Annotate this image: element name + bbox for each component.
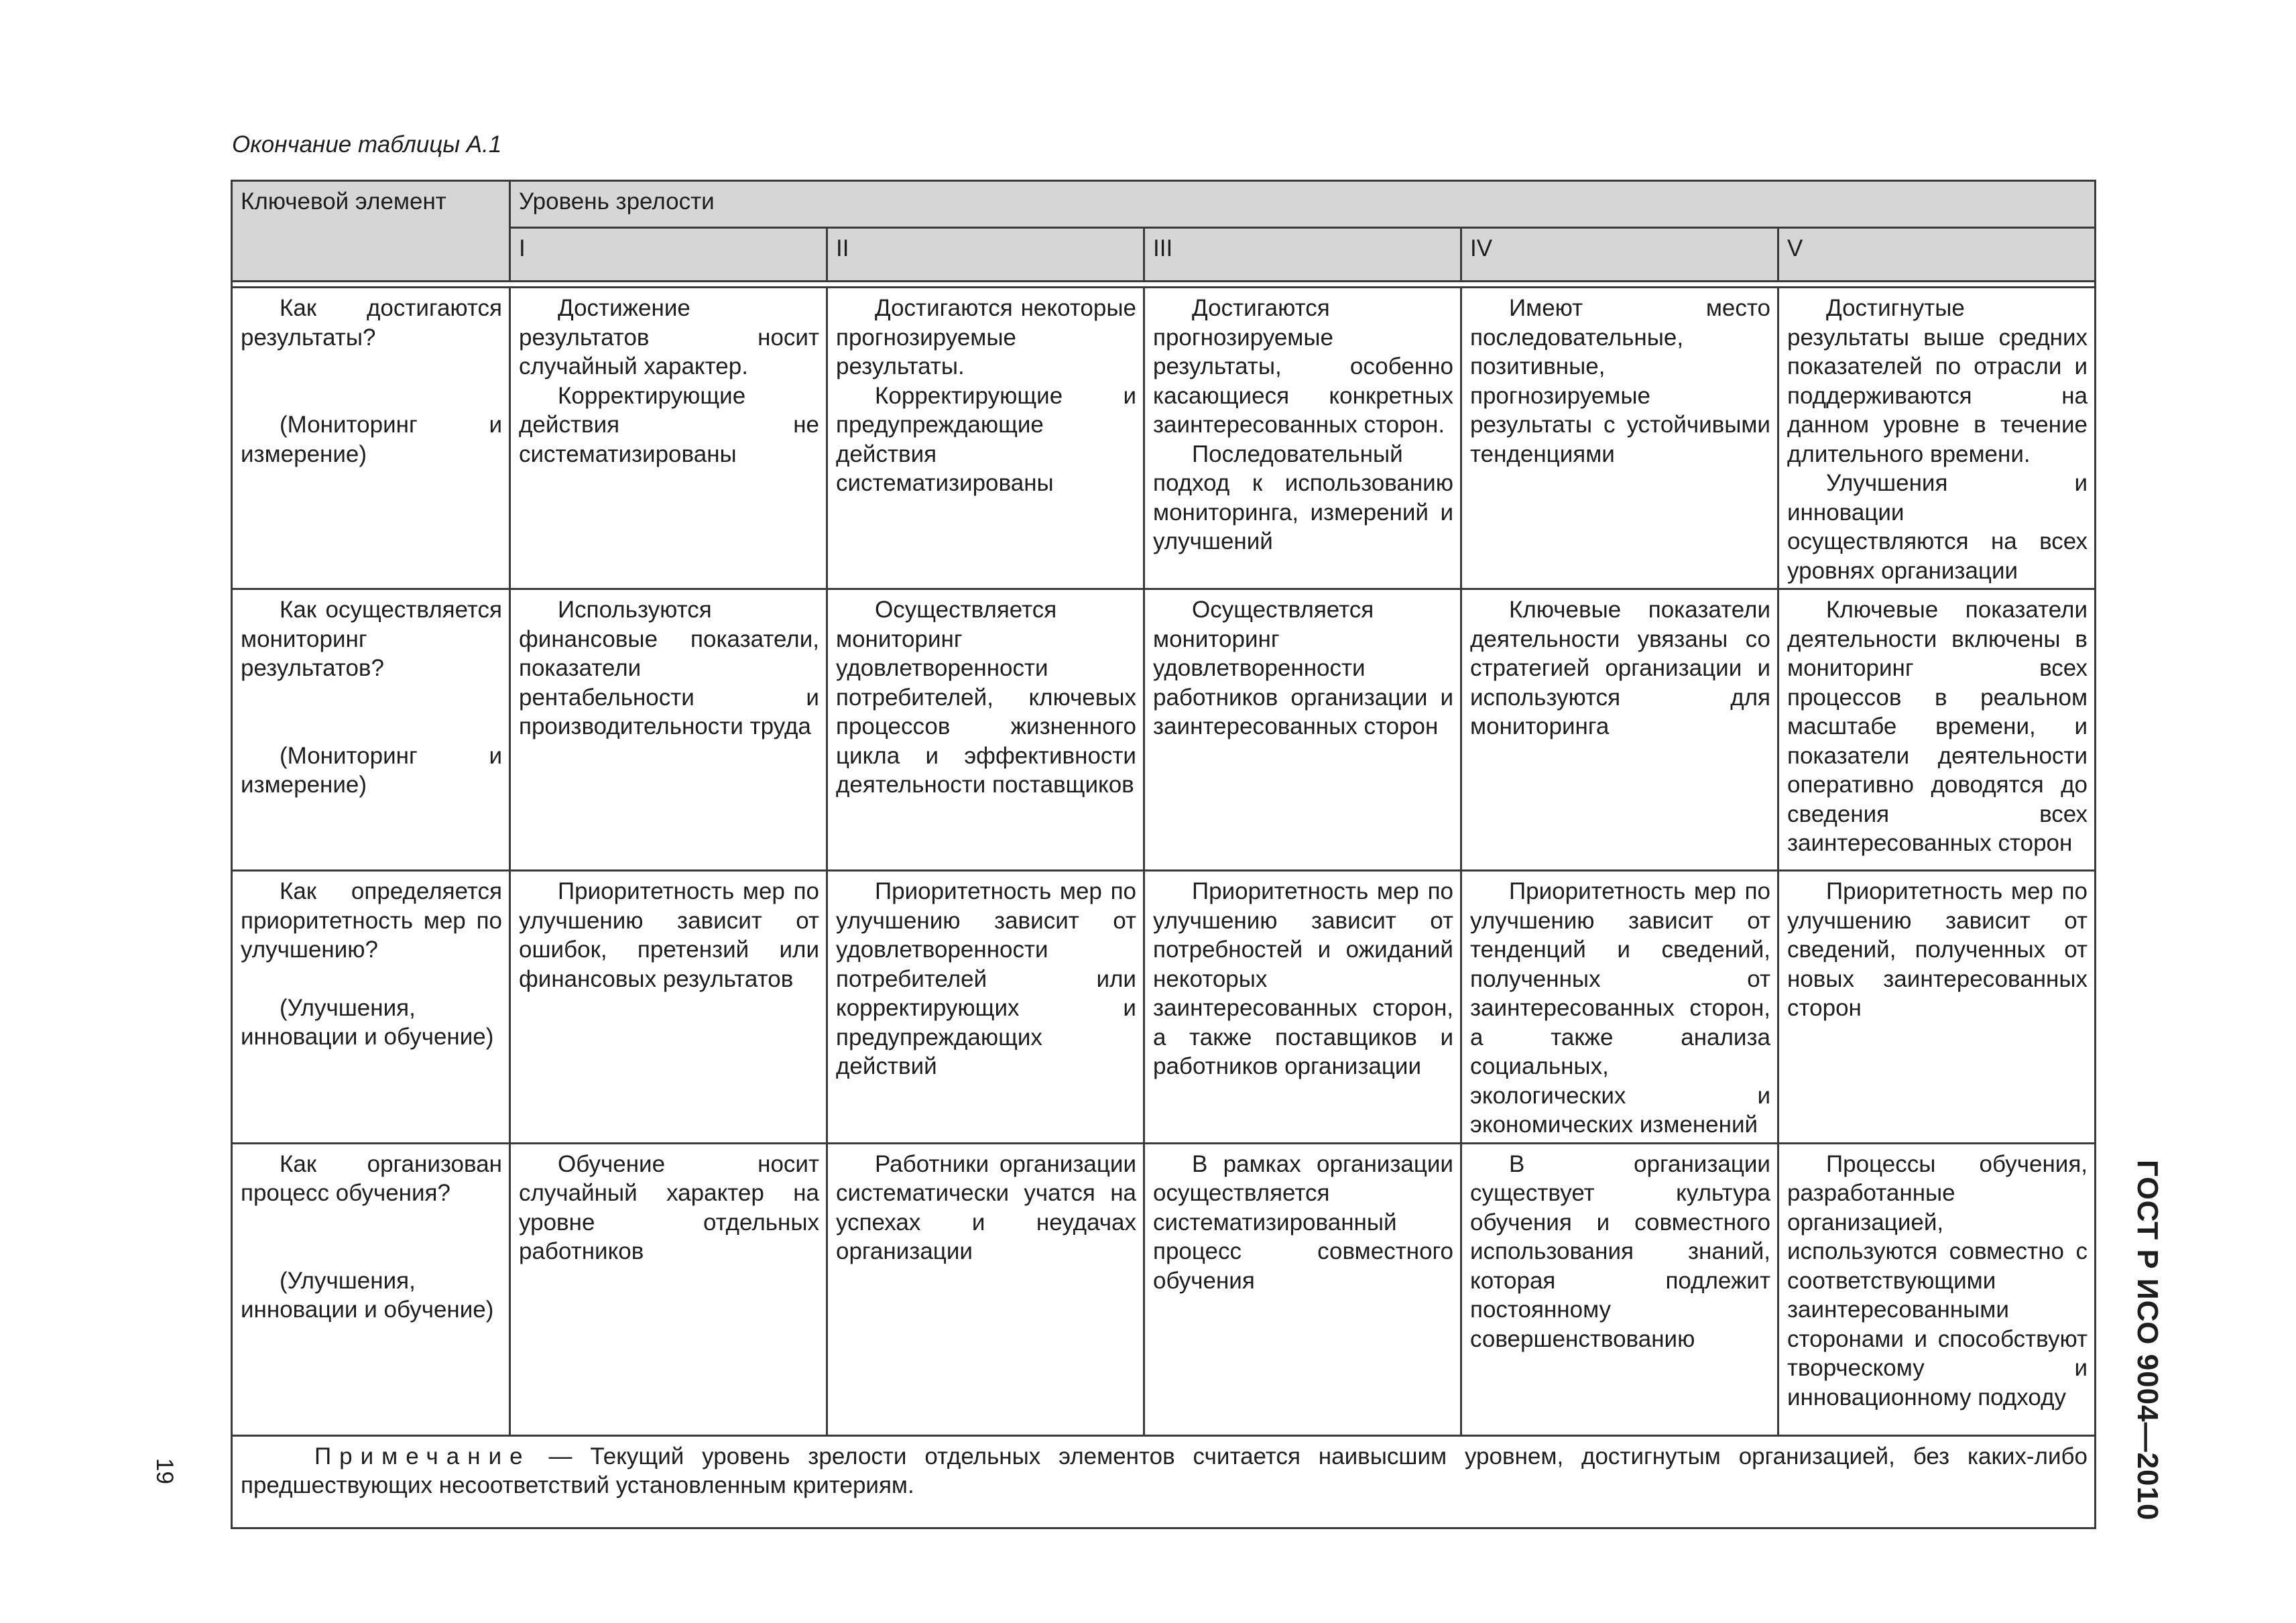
cell-text: Ключевые показатели деятельности включены в мониторинг всех процессов в реальном масштабе времени, и показатели деятельности оперативно доводятся до сведения всех заинтересованных сторон bbox=[1787, 597, 2088, 856]
header-level-3: III bbox=[1144, 228, 1461, 282]
table-note bbox=[232, 1435, 2096, 1528]
cell-text: Последовательный подход к использованию мониторинга, измерений и улучшений bbox=[1153, 440, 1453, 554]
level-1-cell bbox=[510, 288, 827, 589]
level-4-cell bbox=[1461, 871, 1778, 1144]
key-question: Как организован процесс обучения? bbox=[241, 1150, 502, 1206]
cell-text: Осуществляется мониторинг удовлетворенности работников организации и заинтересованных сторон bbox=[1153, 597, 1453, 739]
maturity-table bbox=[231, 180, 2096, 1529]
table-row bbox=[232, 1143, 2096, 1435]
level-2-cell bbox=[827, 589, 1144, 871]
level-4-cell bbox=[1461, 1143, 1778, 1435]
key-element-cell bbox=[232, 288, 510, 589]
level-5-cell bbox=[1778, 288, 2096, 589]
cell-text: Приоритетность мер по улучшению зависит от тенденций и сведений, полученных от заинтересованных сторон, а также анализа социальных, экологических и экономических изменений bbox=[1470, 878, 1770, 1138]
level-4-cell bbox=[1461, 288, 1778, 589]
header-maturity-level: Уровень зрелости bbox=[510, 181, 2096, 228]
key-element-cell bbox=[232, 1143, 510, 1435]
header-key-element: Ключевой элемент bbox=[232, 181, 510, 282]
level-3-cell bbox=[1144, 871, 1461, 1144]
level-1-cell bbox=[510, 1143, 827, 1435]
note-label: Примечание bbox=[314, 1443, 531, 1469]
cell-text: Приоритетность мер по улучшению зависит от удовлетворенности потребителей или корректирующих и предупреждающих действий bbox=[836, 878, 1136, 1079]
cell-text: В рамках организации осуществляется систематизированный процесс совместного обучения bbox=[1153, 1150, 1453, 1294]
level-4-cell bbox=[1461, 589, 1778, 871]
cell-text: Приоритетность мер по улучшению зависит от потребностей и ожиданий некоторых заинтересованных сторон, а также поставщиков и работников организации bbox=[1153, 878, 1453, 1079]
level-2-cell bbox=[827, 871, 1144, 1144]
table-row bbox=[232, 871, 2096, 1144]
key-category: (Мониторинг и измерение) bbox=[241, 412, 502, 467]
page-number: 19 bbox=[152, 1458, 178, 1484]
cell-text: Приоритетность мер по улучшению зависит от сведений, полученных от новых заинтересованных сторон bbox=[1787, 878, 2088, 1021]
cell-text: Достижение результатов носит случайный характер. bbox=[519, 295, 819, 379]
level-2-cell bbox=[827, 288, 1144, 589]
cell-text: Процессы обучения, разработанные организацией, используются совместно с соответствующими заинтересованными сторонами и способствуют творческому и инновационному подходу bbox=[1787, 1150, 2088, 1410]
note-text: — Текущий уровень зрелости отдельных элементов считается наивысшим уровнем, достигнутым организацией, без каких-либо предшествующих несоответствий установленным критериям. bbox=[241, 1443, 2088, 1498]
level-2-cell bbox=[827, 1143, 1144, 1435]
cell-text: Приоритетность мер по улучшению зависит от ошибок, претензий или финансовых результатов bbox=[519, 878, 819, 992]
key-category: (Мониторинг и измерение) bbox=[241, 742, 502, 798]
key-category: (Улучшения, инновации и обучение) bbox=[241, 1267, 494, 1323]
key-element-cell bbox=[232, 589, 510, 871]
key-question: Как достигаются результаты? bbox=[241, 295, 502, 351]
cell-text: Корректирующие действия не систематизированы bbox=[519, 382, 819, 467]
cell-text: Достигаются прогнозируемые результаты, особенно касающиеся конкретных заинтересованных сторон. bbox=[1153, 295, 1453, 438]
cell-text: Обучение носит случайный характер на уровне отдельных работников bbox=[519, 1150, 819, 1264]
table-row bbox=[232, 288, 2096, 589]
level-5-cell bbox=[1778, 589, 2096, 871]
cell-text: Работники организации систематически учатся на успехах и неудачах организации bbox=[836, 1150, 1136, 1264]
header-separator bbox=[232, 282, 2096, 288]
level-1-cell bbox=[510, 589, 827, 871]
level-1-cell bbox=[510, 871, 827, 1144]
key-question: Как определяется приоритетность мер по улучшению? bbox=[241, 878, 502, 963]
standard-designation: ГОСТ Р ИСО 9004—2010 bbox=[2131, 1160, 2164, 1521]
cell-text: Корректирующие и предупреждающие действия систематизированы bbox=[836, 382, 1136, 496]
table-caption: Окончание таблицы А.1 bbox=[232, 131, 502, 158]
key-question: Как осуществляется мониторинг результатов? bbox=[241, 597, 502, 681]
header-level-4: IV bbox=[1461, 228, 1778, 282]
cell-text: Ключевые показатели деятельности увязаны со стратегией организации и используются для мониторинга bbox=[1470, 597, 1770, 739]
table-row bbox=[232, 589, 2096, 871]
cell-text: В организации существует культура обучения и совместного использования знаний, которая подлежит постоянному совершенствованию bbox=[1470, 1150, 1770, 1352]
key-category: (Улучшения, инновации и обучение) bbox=[241, 994, 494, 1050]
cell-text: Используются финансовые показатели, показатели рентабельности и производительности труда bbox=[519, 597, 819, 739]
key-element-cell bbox=[232, 871, 510, 1144]
cell-text: Осуществляется мониторинг удовлетворенности потребителей, ключевых процессов жизненного цикла и эффективности деятельности поставщиков bbox=[836, 597, 1136, 798]
cell-text: Достигаются некоторые прогнозируемые результаты. bbox=[836, 295, 1136, 379]
level-3-cell bbox=[1144, 589, 1461, 871]
cell-text: Улучшения и инновации осуществляются на всех уровнях организации bbox=[1787, 470, 2088, 584]
level-5-cell bbox=[1778, 871, 2096, 1144]
level-3-cell bbox=[1144, 288, 1461, 589]
header-level-2: II bbox=[827, 228, 1144, 282]
header-level-5: V bbox=[1778, 228, 2096, 282]
cell-text: Достигнутые результаты выше средних показателей по отрасли и поддерживаются на данном уровне в течение длительного времени. bbox=[1787, 295, 2088, 467]
header-level-1: I bbox=[510, 228, 827, 282]
level-3-cell bbox=[1144, 1143, 1461, 1435]
cell-text: Имеют место последовательные, позитивные, прогнозируемые результаты с устойчивыми тенденциями bbox=[1470, 295, 1770, 467]
level-5-cell bbox=[1778, 1143, 2096, 1435]
